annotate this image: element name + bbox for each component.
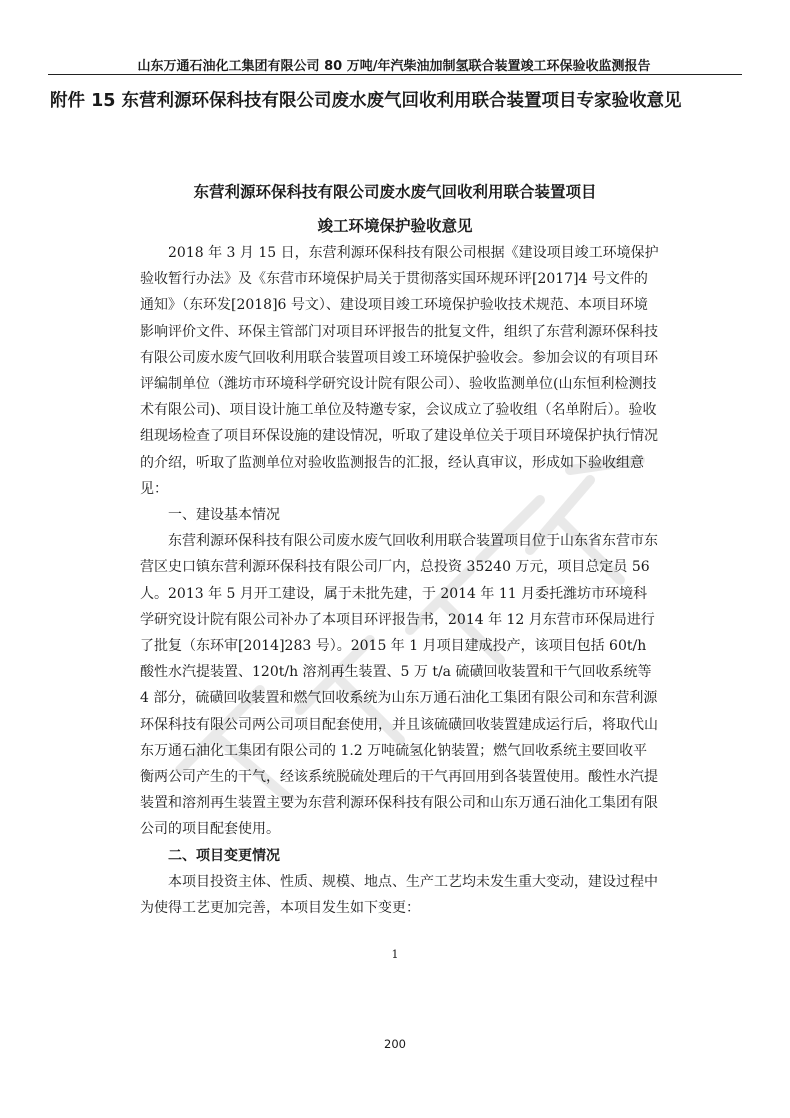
document-body	[140, 240, 660, 921]
report-header: 山东万通石油化工集团有限公司 80 万吨/年汽柴油加制氢联合装置竣工环保验收监测报告	[137, 59, 651, 74]
attachment-title: 附件 15 东营利源环保科技有限公司废水废气回收利用联合装置项目专家验收意见	[50, 91, 682, 111]
inner-page-number: 1	[391, 948, 399, 961]
section-heading-construction: 一、建设基本情况	[168, 507, 280, 524]
page-number: 200	[384, 1037, 406, 1051]
construction-paragraph: 东营利源环保科技有限公司废水废气回收利用联合装置项目位于山东省东营市东营区史口镇东营利源环保科技有限公司厂内，总投资 35240 万元，项目总定员 56 人。2013 年 5 月开工建设，属于未批先建，于 2014 年 11 月委托潍坊市环境科学研究设计院有限公司补办了本项目环评报告书，2014 年 12 月东营市环保局进行了批复（东环审[2014]283 号）。2015 年 1 月项目建成投产，该项目包括 60t/h 酸性水汽提装置、120t/h 溶剂再生装置、5 万 t/a 硫磺回收装置和干气回收系统等 4 部分，硫磺回收装置和燃气回收系统为山东万通石油化工集团有限公司和东营利源环保科技有限公司两公司项目配套使用，并且该硫磺回收装置建成运行后，将取代山东万通石油化工集团有限公司的 1.2 万吨硫氢化钠装置；燃气回收系统主要回收平衡两公司产生的干气，经该系统脱硫处理后的干气再回用到各装置使用。酸性水汽提装置和溶剂再生装置主要为东营利源环保科技有限公司和山东万通石油化工集团有限公司的项目配套使用。	[140, 533, 658, 838]
header-divider	[48, 74, 742, 75]
document-title-line1: 东营利源环保科技有限公司废水废气回收利用联合装置项目	[193, 183, 597, 201]
changes-paragraph: 本项目投资主体、性质、规模、地点、生产工艺均未发生重大变动，建设过程中为使得工艺更加完善，本项目发生如下变更：	[140, 873, 658, 917]
section-heading-changes: 二、项目变更情况	[168, 847, 280, 864]
intro-paragraph: 2018 年 3 月 15 日，东营利源环保科技有限公司根据《建设项目竣工环境保护验收暂行办法》及《东营市环境保护局关于贯彻落实国环规环评[2017]4 号文件的通知》（东环发[2018]6 号文）、建设项目竣工环境保护验收技术规范、本项目环境影响评价文件、环保主管部门对项目环评报告的批复文件，组织了东营利源环保科技有限公司废水废气回收利用联合装置项目竣工环境保护验收会。参加会议的有项目环评编制单位（潍坊市环境科学研究设计院有限公司）、验收监测单位(山东恒利检测技术有限公司)、项目设计施工单位及特邀专家，会议成立了验收组（名单附后）。验收组现场检查了项目环保设施的建设情况，听取了建设单位关于项目环境保护执行情况的介绍，听取了监测单位对验收监测报告的汇报，经认真审议，形成如下验收组意见：	[140, 245, 659, 497]
document-title-line2: 竣工环境保护验收意见	[317, 217, 473, 235]
